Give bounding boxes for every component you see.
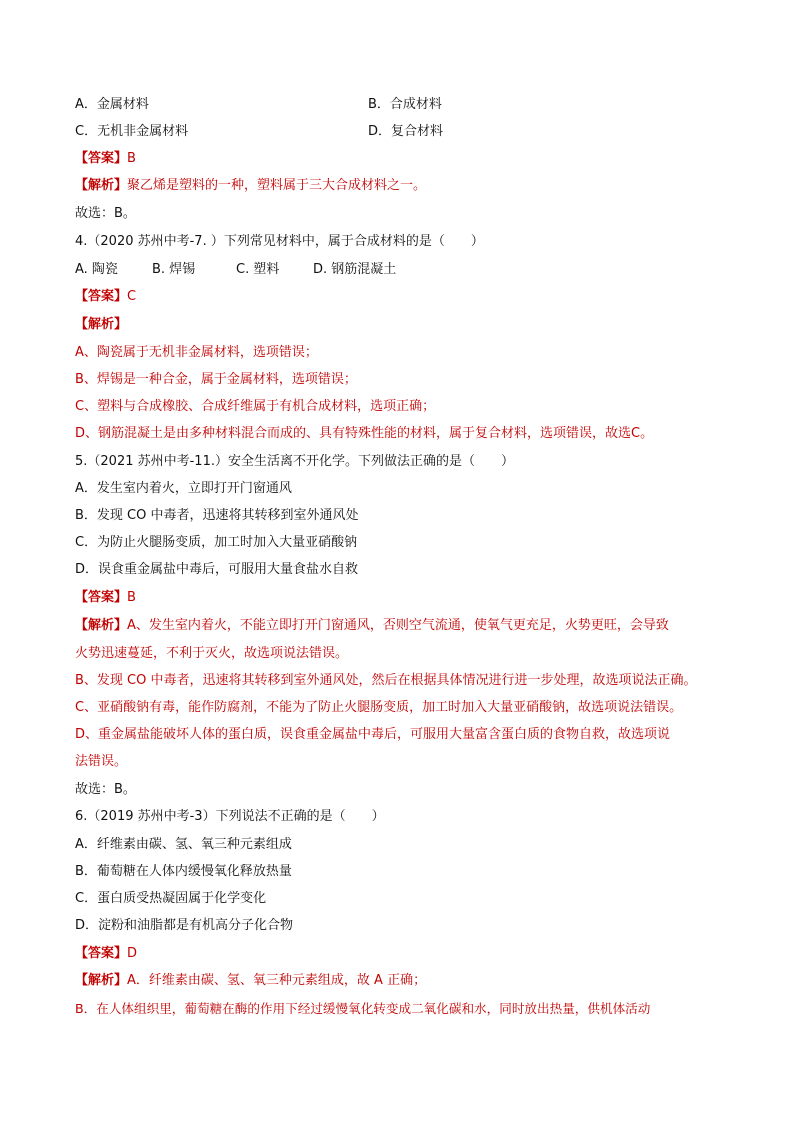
answer-label: 【答案】 xyxy=(75,151,128,166)
q5-answer xyxy=(75,589,136,607)
analysis-label: 【解析】 xyxy=(75,973,128,988)
q5-analysis-line: 法错误。 xyxy=(75,754,128,769)
q5-analysis-line: 火势迅速蔓延，不利于灭火，故选项说法错误。 xyxy=(75,646,349,661)
analysis-label: 【解析】 xyxy=(75,178,128,193)
q5-analysis-first xyxy=(75,617,669,635)
q3-option-a: A．金属材料 xyxy=(75,97,149,112)
q4-option-c: C. 塑料 xyxy=(236,262,280,277)
q6-stem: 6.（2019 苏州中考-3）下列说法不正确的是（ ） xyxy=(75,809,385,824)
answer-value: C xyxy=(127,289,137,304)
q4-option-b: B. 焊锡 xyxy=(152,262,196,277)
q5-analysis-line: D、重金属盐能破坏人体的蛋白质，误食重金属盐中毒后，可服用大量富含蛋白质的食物自救，故选项说 xyxy=(75,727,671,742)
q6-analysis-line: A．纤维素由碳、氢、氧三种元素组成，故 A 正确； xyxy=(127,973,427,988)
q4-analysis-line: C、塑料与合成橡胶、合成纤维属于有机合成材料，选项正确； xyxy=(75,399,436,414)
analysis-text: 聚乙烯是塑料的一种，塑料属于三大合成材料之一。 xyxy=(127,178,427,193)
answer-value: B xyxy=(127,151,136,166)
q5-option-a: A．发生室内着火，立即打开门窗通风 xyxy=(75,481,292,496)
q5-option-c: C．为防止火腿肠变质，加工时加入大量亚硝酸钠 xyxy=(75,535,358,550)
q4-analysis-line: D、钢筋混凝土是由多种材料混合而成的、具有特殊性能的材料，属于复合材料，选项错误，故选C。 xyxy=(75,426,654,441)
answer-label: 【答案】 xyxy=(75,590,128,605)
q6-answer xyxy=(75,945,137,963)
q5-analysis-line: B、发现 CO 中毒者，迅速将其转移到室外通风处，然后在根据具体情况进行进一步处理，故选项说法正确。 xyxy=(75,673,697,688)
answer-value: B xyxy=(127,590,136,605)
q3-answer xyxy=(75,150,136,168)
q6-analysis-first xyxy=(75,972,426,990)
q5-stem: 5.（2021 苏州中考-11.）安全生活离不开化学。下列做法正确的是（ ） xyxy=(75,454,514,469)
q5-analysis-line: A、发生室内着火，不能立即打开门窗通风，否则空气流通，使氧气更充足，火势更旺，会导致 xyxy=(127,618,669,633)
q3-analysis xyxy=(75,177,426,195)
answer-label: 【答案】 xyxy=(75,946,128,961)
q5-conclusion: 故选：B。 xyxy=(75,782,136,797)
q4-analysis-line: A、陶瓷属于无机非金属材料，选项错误； xyxy=(75,345,318,360)
answer-label: 【答案】 xyxy=(75,289,128,304)
q4-answer xyxy=(75,288,136,306)
q6-option-d: D．淀粉和油脂都是有机高分子化合物 xyxy=(75,918,294,933)
q6-option-b: B．葡萄糖在人体内缓慢氧化释放热量 xyxy=(75,864,292,879)
q6-option-c: C．蛋白质受热凝固属于化学变化 xyxy=(75,891,267,906)
q3-option-d: D．复合材料 xyxy=(368,124,444,139)
answer-value: D xyxy=(127,946,138,961)
q6-analysis-line: B．在人体组织里，葡萄糖在酶的作用下经过缓慢氧化转变成二氧化碳和水，同时放出热量，供机体活动 xyxy=(75,1001,651,1016)
q5-analysis-line: C、亚硝酸钠有毒，能作防腐剂，不能为了防止火腿肠变质，加工时加入大量亚硝酸钠，故选项说法错误。 xyxy=(75,700,683,715)
q3-option-b: B．合成材料 xyxy=(368,97,442,112)
q4-analysis-line: B、焊锡是一种合金，属于金属材料，选项错误； xyxy=(75,372,357,387)
q4-option-a: A. 陶瓷 xyxy=(75,262,118,277)
q5-option-b: B．发现 CO 中毒者，迅速将其转移到室外通风处 xyxy=(75,508,359,523)
q3-option-c: C．无机非金属材料 xyxy=(75,124,189,139)
analysis-label: 【解析】 xyxy=(75,317,128,332)
q5-option-d: D．误食重金属盐中毒后，可服用大量食盐水自救 xyxy=(75,562,359,577)
analysis-label: 【解析】 xyxy=(75,618,128,633)
q4-stem: 4.（2020 苏州中考-7. ）下列常见材料中，属于合成材料的是（ ） xyxy=(75,234,484,249)
q3-conclusion: 故选：B。 xyxy=(75,206,136,221)
q4-option-d: D. 钢筋混凝土 xyxy=(313,262,397,277)
q4-analysis-label xyxy=(75,316,127,334)
q6-option-a: A．纤维素由碳、氢、氧三种元素组成 xyxy=(75,837,292,852)
